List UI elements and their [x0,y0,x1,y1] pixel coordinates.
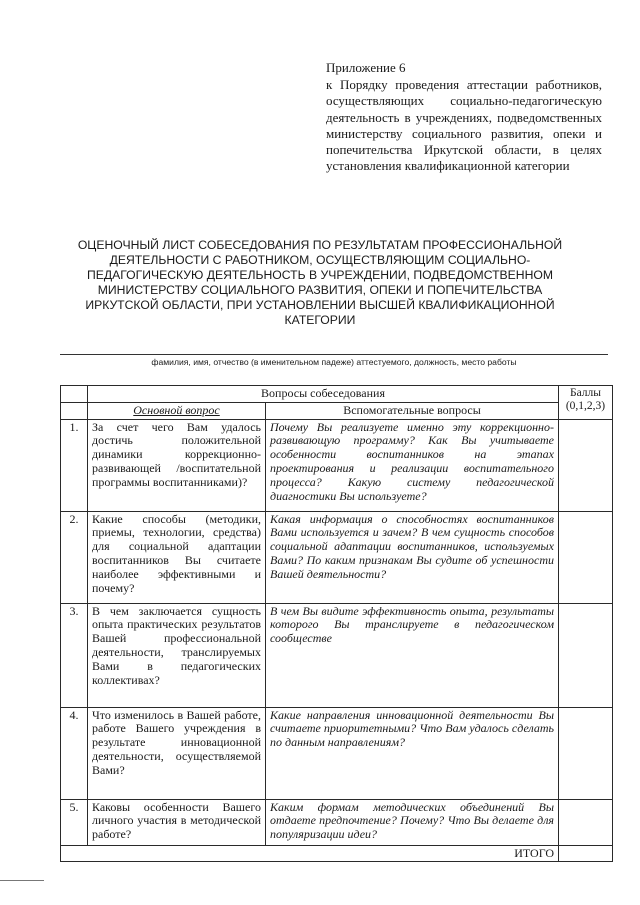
main-question: В чем заключается сущность опыта практических результатов Вашей профессиональной деятельности, транслируемых Вами в педагогических коллективах? [88,603,266,707]
table-row [61,419,613,511]
aux-questions: В чем Вы видите эффективность опыта, результаты которого Вы транслируете в педагогическом сообществе [266,603,559,707]
table-row [61,511,613,603]
main-question: Каковы особенности Вашего личного участия в методической работе? [88,799,266,845]
header-aux-questions: Вспомогательные вопросы [266,402,559,419]
main-question: За счет чего Вам удалось достичь положительной динамики коррекционно-развивающей /воспитательной программы воспитанниками)? [88,419,266,511]
header-empty-cell [61,386,88,403]
total-label: ИТОГО [61,845,559,862]
table-row [61,707,613,799]
row-number: 2. [61,511,88,603]
table-row [61,799,613,845]
row-number: 5. [61,799,88,845]
aux-questions: Каким формам методических объединений Вы отдаете предпочтение? Почему? Что Вы делаете для популяризации идеи? [266,799,559,845]
appendix-title: Приложение 6 [326,60,406,75]
footer-rule [0,880,44,881]
main-question: Что изменилось в Вашей работе, работе Вашего учреждения в результате инновационной деятельности, осуществляемой Вами? [88,707,266,799]
appendix-note [326,60,602,174]
score-cell[interactable] [559,707,613,799]
name-fill-line [60,354,608,355]
document-title: ОЦЕНОЧНЫЙ ЛИСТ СОБЕСЕДОВАНИЯ ПО РЕЗУЛЬТАТАМ ПРОФЕССИОНАЛЬНОЙ ДЕЯТЕЛЬНОСТИ С РАБОТНИКОМ, ОСУЩЕСТВЛЯЮЩИМ СОЦИАЛЬНО-ПЕДАГОГИЧЕСКУЮ ДЕЯТЕЛЬНОСТЬ В УЧРЕЖДЕНИИ, ПОДВЕДОМСТВЕННОМ МИНИСТЕРСТВУ СОЦИАЛЬНОГО РАЗВИТИЯ, ОПЕКИ И ПОПЕЧИТЕЛЬСТВА ИРКУТСКОЙ ОБЛАСТИ, ПРИ УСТАНОВЛЕНИИ ВЫСШЕЙ КВАЛИФИКАЦИОННОЙ КАТЕГОРИИ [77,238,563,327]
aux-questions: Какая информация о способностях воспитанников Вами используется и зачем? В чем сущность способов социальной адаптации воспитанников, используемых Вами? По каким признакам Вы судите об успешности Вашей деятельности? [266,511,559,603]
row-number: 4. [61,707,88,799]
main-question: Какие способы (методики, приемы, технологии, средства) для социальной адаптации воспитанников Вы считаете наиболее эффективными и почему? [88,511,266,603]
score-cell[interactable] [559,603,613,707]
score-cell[interactable] [559,511,613,603]
total-row [61,845,613,862]
row-number: 3. [61,603,88,707]
total-score-cell[interactable] [559,845,613,862]
score-cell[interactable] [559,799,613,845]
header-questions: Вопросы собеседования [88,386,559,403]
table-row [61,603,613,707]
aux-questions: Почему Вы реализуете именно эту коррекционно-развивающую программу? Как Вы учитываете особенности воспитанников на этапах проектирования и реализации воспитательного процесса? Какую систему педагогической диагностики Вы используете? [266,419,559,511]
appendix-text: к Порядку проведения аттестации работников, осуществляющих социально-педагогическую деятельность в учреждениях, подведомственных министерству социального развития, опеки и попечительства Иркутской области, в целях установления квалификационной категории [326,77,602,174]
interview-table [60,385,613,862]
header-score: Баллы (0,1,2,3) [559,386,613,420]
subheader-empty-cell [61,402,88,419]
row-number: 1. [61,419,88,511]
name-caption: фамилия, имя, отчество (в именительном падеже) аттестуемого, должность, место работы [151,357,517,367]
score-cell[interactable] [559,419,613,511]
header-main-question: Основной вопрос [88,402,266,419]
aux-questions: Какие направления инновационной деятельности Вы считаете приоритетными? Что Вам удалось сделать по данным направлениям? [266,707,559,799]
